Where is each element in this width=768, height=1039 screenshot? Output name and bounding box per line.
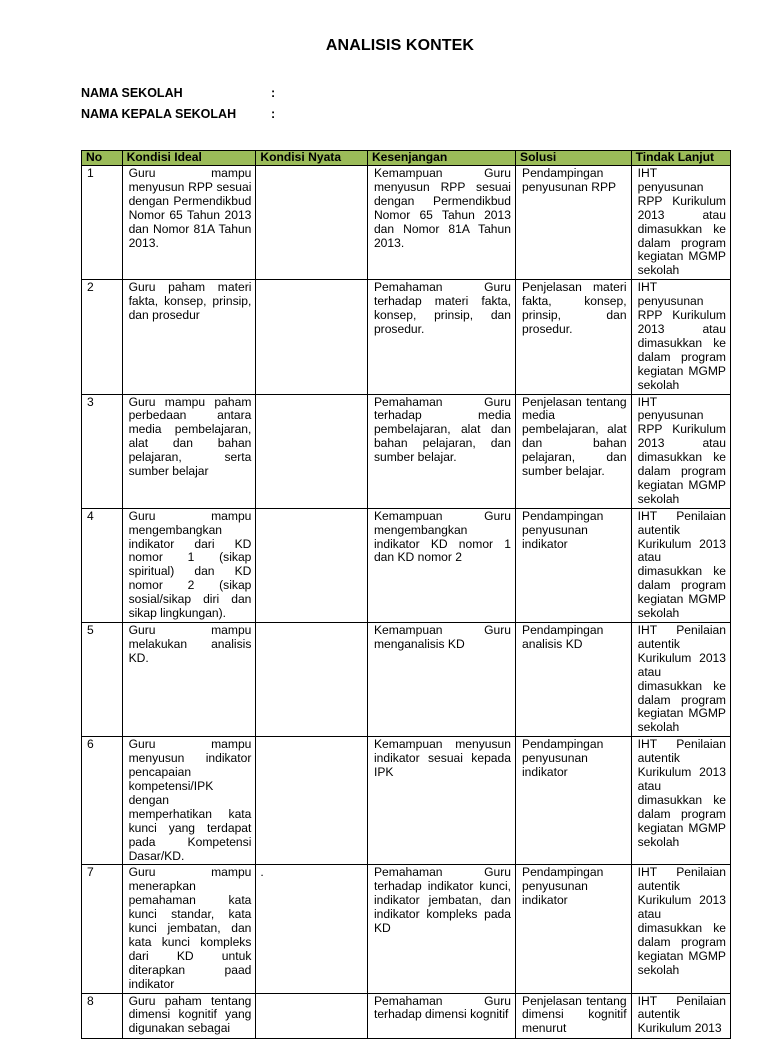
cell-tindak-lanjut: IHT penyusunan RPP Kurikulum 2013 atau dimasukkan ke dalam program kegiatan MGMP sekolah — [631, 166, 730, 280]
cell-kesenjangan: Pemahaman Guru terhadap media pembelajaran, alat dan bahan pelajaran, dan sumber belajar. — [367, 394, 515, 508]
table-row — [82, 737, 731, 865]
cell-kondisi-ideal: Guru mampu menyusun RPP sesuai dengan Permendikbud Nomor 65 Tahun 2013 dan Nomor 81A Tahun 2013. — [122, 166, 256, 280]
table-row — [82, 508, 731, 622]
cell-no: 6 — [82, 737, 123, 865]
table-row — [82, 865, 731, 993]
table-row — [82, 280, 731, 394]
cell-kondisi-nyata — [256, 166, 368, 280]
cell-tindak-lanjut: IHT Penilaian autentik Kurikulum 2013 atau dimasukkan ke dalam program kegiatan MGMP sekolah — [631, 865, 730, 993]
cell-no: 4 — [82, 508, 123, 622]
table-row — [82, 623, 731, 737]
cell-no: 7 — [82, 865, 123, 993]
cell-solusi: Pendampingan analisis KD — [516, 623, 632, 737]
header-tindak-lanjut: Tindak Lanjut — [631, 151, 730, 166]
cell-no: 2 — [82, 280, 123, 394]
header-kondisi-ideal: Kondisi Ideal — [122, 151, 256, 166]
analysis-table — [81, 150, 731, 1039]
cell-tindak-lanjut: IHT Penilaian autentik Kurikulum 2013 atau dimasukkan ke dalam program kegiatan MGMP sekolah — [631, 737, 730, 865]
table-row — [82, 166, 731, 280]
cell-kondisi-nyata — [256, 623, 368, 737]
cell-solusi: Penjelasan tentang media pembelajaran, alat dan bahan pelajaran, dan sumber belajar. — [516, 394, 632, 508]
field-nama-kepala-sekolah — [81, 107, 275, 121]
header-kondisi-nyata: Kondisi Nyata — [256, 151, 368, 166]
table-row — [82, 993, 731, 1038]
cell-kondisi-ideal: Guru mampu melakukan analisis KD. — [122, 623, 256, 737]
cell-solusi: Pendampingan penyusunan indikator — [516, 737, 632, 865]
header-kesenjangan: Kesenjangan — [367, 151, 515, 166]
cell-kondisi-ideal: Guru mampu menyusun indikator pencapaian kompetensi/IPK dengan memperhatikan kata kunci yang terdapat pada Kompetensi Dasar/KD. — [122, 737, 256, 865]
cell-tindak-lanjut: IHT penyusunan RPP Kurikulum 2013 atau dimasukkan ke dalam program kegiatan MGMP sekolah — [631, 280, 730, 394]
cell-solusi: Penjelasan tentang dimensi kognitif menurut — [516, 993, 632, 1038]
cell-kondisi-ideal: Guru mampu mengembangkan indikator dari KD nomor 1 (sikap spiritual) dan KD nomor 2 (sikap sosial/sikap diri dan sikap lingkungan). — [122, 508, 256, 622]
cell-kondisi-nyata — [256, 394, 368, 508]
field-separator: : — [271, 107, 276, 121]
cell-kesenjangan: Kemampuan Guru menganalisis KD — [367, 623, 515, 737]
document-title: ANALISIS KONTEK — [325, 37, 475, 54]
field-label: NAMA KEPALA SEKOLAH — [81, 107, 237, 121]
cell-no: 1 — [82, 166, 123, 280]
cell-no: 3 — [82, 394, 123, 508]
cell-kesenjangan: Kemampuan menyusun indikator sesuai kepada IPK — [367, 737, 515, 865]
cell-kesenjangan: Kemampuan Guru menyusun RPP sesuai dengan Permendikbud Nomor 65 Tahun 2013 dan Nomor 81A Tahun 2013. — [367, 166, 515, 280]
cell-solusi: Penjelasan materi fakta, konsep, prinsip, dan prosedur. — [516, 280, 632, 394]
table-header-row — [82, 151, 731, 166]
cell-kondisi-nyata — [256, 737, 368, 865]
cell-tindak-lanjut: IHT penyusunan RPP Kurikulum 2013 atau dimasukkan ke dalam program kegiatan MGMP sekolah — [631, 394, 730, 508]
cell-kesenjangan: Pemahaman Guru terhadap indikator kunci, indikator jembatan, dan indikator kompleks pada KD — [367, 865, 515, 993]
header-no: No — [82, 151, 123, 166]
cell-kesenjangan: Pemahaman Guru terhadap materi fakta, konsep, prinsip, dan prosedur. — [367, 280, 515, 394]
cell-tindak-lanjut: IHT Penilaian autentik Kurikulum 2013 — [631, 993, 730, 1038]
field-nama-sekolah — [81, 86, 275, 100]
cell-solusi: Pendampingan penyusunan indikator — [516, 508, 632, 622]
cell-tindak-lanjut: IHT Penilaian autentik Kurikulum 2013 atau dimasukkan ke dalam program kegiatan MGMP sekolah — [631, 508, 730, 622]
cell-kondisi-ideal: Guru mampu paham perbedaan antara media pembelajaran, alat dan bahan pelajaran, serta sumber belajar — [122, 394, 256, 508]
cell-kondisi-nyata — [256, 280, 368, 394]
cell-kondisi-nyata — [256, 993, 368, 1038]
field-label: NAMA SEKOLAH — [81, 86, 183, 100]
cell-solusi: Pendampingan penyusunan RPP — [516, 166, 632, 280]
cell-kondisi-ideal: Guru paham tentang dimensi kognitif yang digunakan sebagai — [122, 993, 256, 1038]
cell-tindak-lanjut: IHT Penilaian autentik Kurikulum 2013 atau dimasukkan ke dalam program kegiatan MGMP sekolah — [631, 623, 730, 737]
cell-kondisi-ideal: Guru mampu menerapkan pemahaman kata kunci standar, kata kunci jembatan, dan kata kunci kompleks dari KD untuk diterapkan paad indikator — [122, 865, 256, 993]
field-separator: : — [271, 86, 276, 100]
cell-kondisi-ideal: Guru paham materi fakta, konsep, prinsip, dan prosedur — [122, 280, 256, 394]
table-row — [82, 394, 731, 508]
cell-kondisi-nyata — [256, 508, 368, 622]
cell-kesenjangan: Pemahaman Guru terhadap dimensi kognitif — [367, 993, 515, 1038]
cell-no: 8 — [82, 993, 123, 1038]
cell-no: 5 — [82, 623, 123, 737]
header-solusi: Solusi — [516, 151, 632, 166]
cell-kondisi-nyata: . — [256, 865, 368, 993]
cell-solusi: Pendampingan penyusunan indikator — [516, 865, 632, 993]
cell-kesenjangan: Kemampuan Guru mengembangkan indikator KD nomor 1 dan KD nomor 2 — [367, 508, 515, 622]
